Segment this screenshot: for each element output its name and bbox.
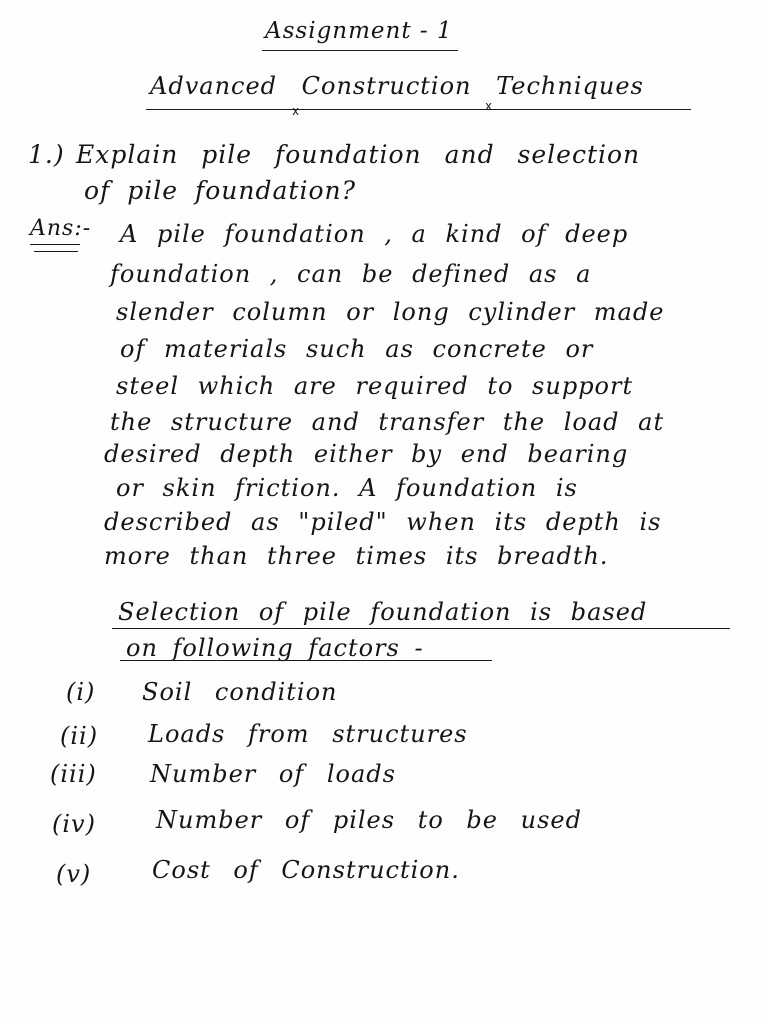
answer-label: Ans:- bbox=[30, 216, 92, 241]
selection-heading-line: on following factors - bbox=[126, 634, 424, 662]
factor-number: (iii) bbox=[50, 760, 97, 788]
answer-line: steel which are required to support bbox=[116, 372, 634, 400]
answer-line: the structure and transfer the load at bbox=[110, 408, 665, 436]
answer-line: A pile foundation , a kind of deep bbox=[120, 220, 629, 248]
factor-number: (iv) bbox=[52, 810, 96, 838]
factor-text: Number of loads bbox=[150, 760, 396, 788]
assignment-title: Assignment - 1 bbox=[265, 18, 453, 44]
answer-label-underline bbox=[30, 244, 80, 245]
answer-line: described as "piled" when its depth is bbox=[104, 508, 662, 536]
subject-title-underline bbox=[146, 109, 691, 110]
selection-heading-underline bbox=[120, 660, 492, 661]
answer-label-underline bbox=[34, 251, 78, 252]
factor-number: (ii) bbox=[60, 722, 99, 750]
selection-heading-line: Selection of pile foundation is based bbox=[118, 598, 648, 626]
answer-line: foundation , can be defined as a bbox=[110, 260, 592, 288]
factor-number: (i) bbox=[66, 678, 96, 706]
factor-number: (v) bbox=[56, 860, 92, 888]
answer-line: more than three times its breadth. bbox=[104, 542, 609, 570]
answer-line: desired depth either by end bearing bbox=[104, 440, 629, 468]
question-number: 1.) bbox=[28, 140, 65, 169]
factor-text: Loads from structures bbox=[148, 720, 468, 748]
underline-mark: x bbox=[292, 104, 300, 118]
answer-line: of materials such as concrete or bbox=[120, 335, 594, 363]
factor-text: Number of piles to be used bbox=[156, 806, 582, 834]
factor-text: Soil condition bbox=[142, 678, 338, 706]
answer-line: or skin friction. A foundation is bbox=[116, 474, 578, 502]
answer-line: slender column or long cylinder made bbox=[116, 298, 665, 326]
question-text-line: Explain pile foundation and selection bbox=[76, 140, 641, 169]
selection-heading-underline bbox=[112, 628, 730, 629]
factor-text: Cost of Construction. bbox=[152, 856, 460, 884]
underline-mark: x bbox=[485, 99, 493, 113]
assignment-title-underline bbox=[262, 50, 458, 51]
subject-title: Advanced Construction Techniques bbox=[150, 72, 644, 100]
question-text-line: of pile foundation? bbox=[84, 176, 356, 205]
